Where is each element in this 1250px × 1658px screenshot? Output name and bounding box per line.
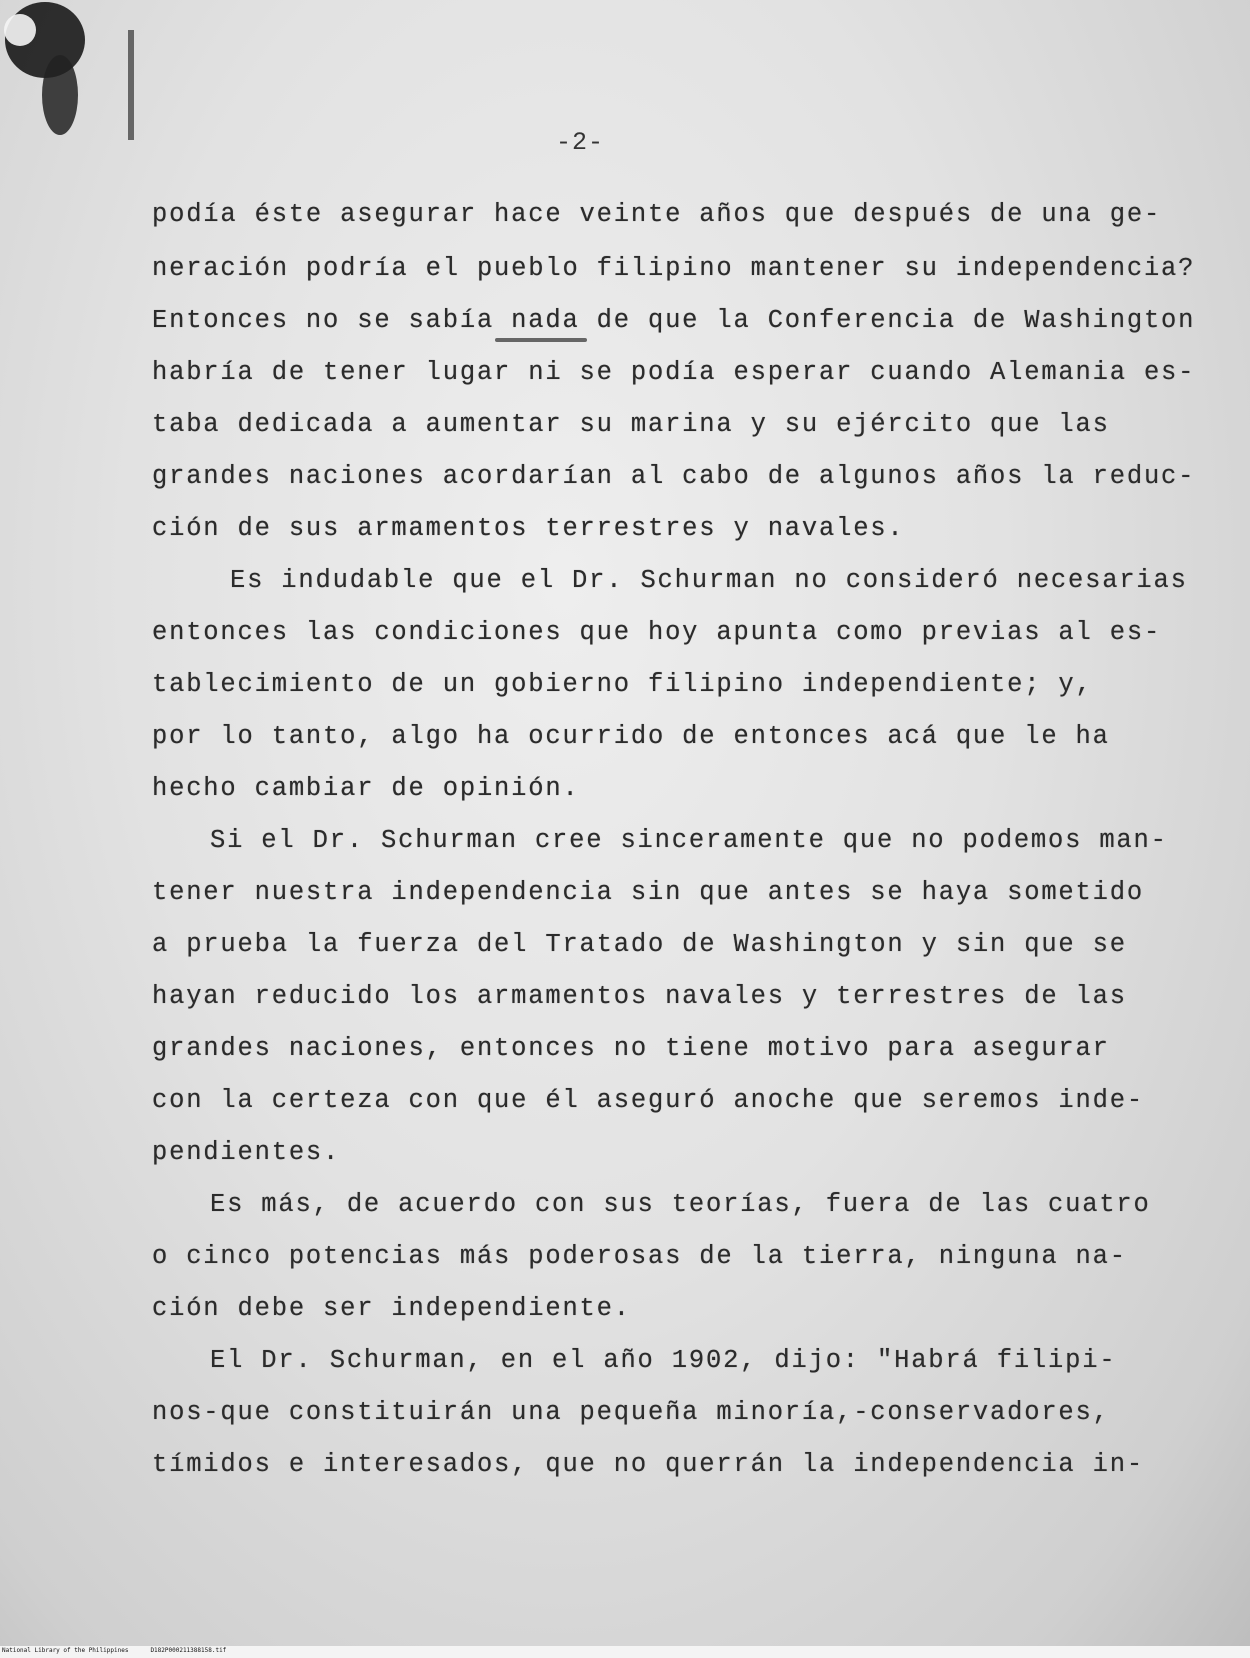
text-line: o cinco potencias más poderosas de la tierra, ninguna na- — [152, 1242, 1127, 1271]
text-line: Es indudable que el Dr. Schurman no consideró necesarias — [230, 566, 1188, 595]
text-line: Entonces no se sabía nada de que la Conferencia de Washington — [152, 306, 1196, 335]
text-line: grandes naciones acordarían al cabo de algunos años la reduc- — [152, 462, 1196, 491]
text-line: tímidos e interesados, que no querrán la independencia in- — [152, 1450, 1144, 1479]
text-line: ción de sus armamentos terrestres y navales. — [152, 514, 905, 543]
text-line: entonces las condiciones que hoy apunta como previas al es- — [152, 618, 1162, 647]
text-line: tener nuestra independencia sin que antes se haya sometido — [152, 878, 1144, 907]
strikethrough-mark — [495, 338, 587, 342]
text-line: neración podría el pueblo filipino mantener su independencia? — [152, 254, 1196, 283]
text-line: Es más, de acuerdo con sus teorías, fuera de las cuatro — [210, 1190, 1151, 1219]
text-line: por lo tanto, algo ha ocurrido de entonces acá que le ha — [152, 722, 1110, 751]
text-line: nos-que constituirán una pequeña minoría,-conservadores, — [152, 1398, 1110, 1427]
text-line: tablecimiento de un gobierno filipino independiente; y, — [152, 670, 1093, 699]
text-line: a prueba la fuerza del Tratado de Washington y sin que se — [152, 930, 1127, 959]
text-line: habría de tener lugar ni se podía esperar cuando Alemania es- — [152, 358, 1196, 387]
text-line: El Dr. Schurman, en el año 1902, dijo: "Habrá filipi- — [210, 1346, 1117, 1375]
text-line: podía éste asegurar hace veinte años que después de una ge- — [152, 200, 1162, 229]
text-line: Si el Dr. Schurman cree sinceramente que no podemos man- — [210, 826, 1168, 855]
text-line: hayan reducido los armamentos navales y terrestres de las — [152, 982, 1127, 1011]
text-line: pendientes. — [152, 1138, 341, 1167]
scan-footer — [0, 1646, 1250, 1658]
page-number: -2- — [555, 128, 604, 157]
ink-smudge-mark — [0, 0, 150, 170]
text-line: grandes naciones, entonces no tiene motivo para asegurar — [152, 1034, 1110, 1063]
text-line: hecho cambiar de opinión. — [152, 774, 580, 803]
footer-library: National Library of the Philippines — [2, 1647, 129, 1654]
text-line: taba dedicada a aumentar su marina y su ejército que las — [152, 410, 1110, 439]
footer-file: D182P000211388158.tif — [150, 1647, 227, 1654]
text-line: con la certeza con que él aseguró anoche que seremos inde- — [152, 1086, 1144, 1115]
text-line: ción debe ser independiente. — [152, 1294, 631, 1323]
